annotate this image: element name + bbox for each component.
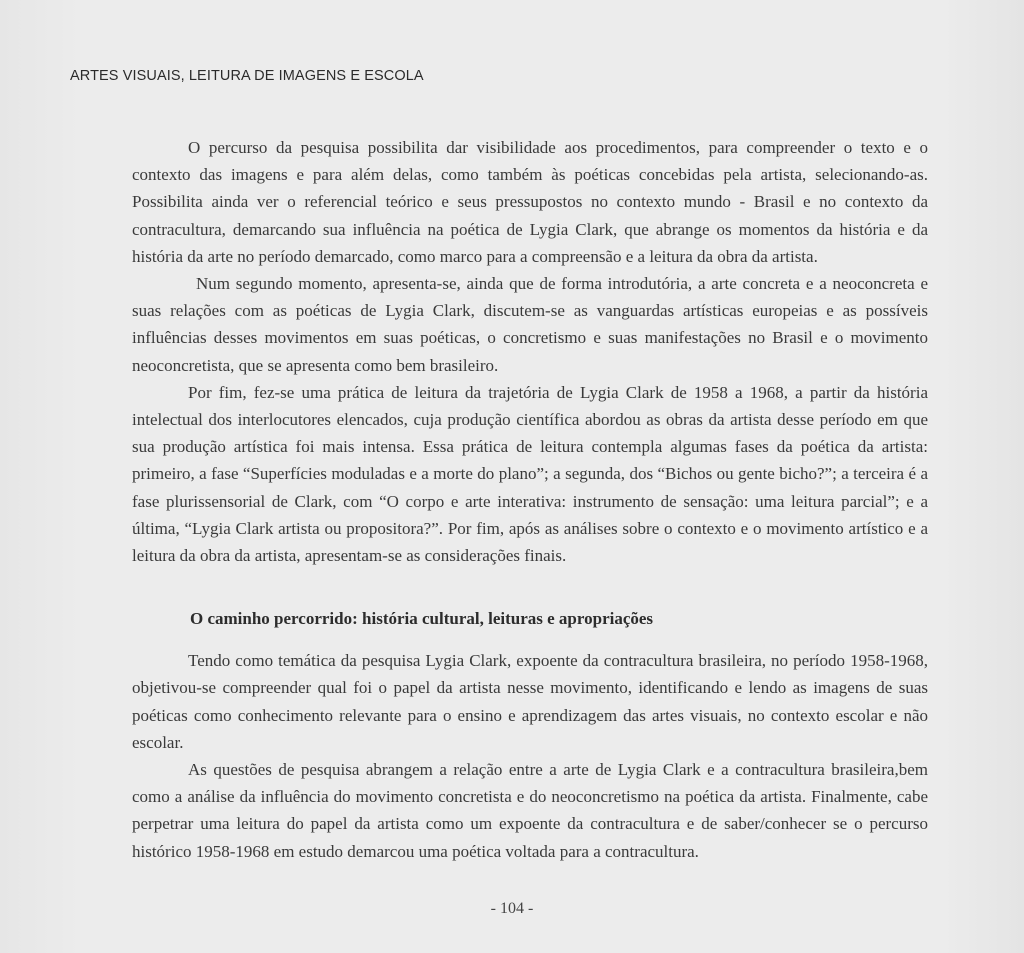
running-header: ARTES VISUAIS, LEITURA DE IMAGENS E ESCOLA bbox=[70, 68, 424, 84]
page-number: - 104 - bbox=[490, 900, 534, 917]
paragraph-reading-practice: Por fim, fez-se uma prática de leitura da trajetória de Lygia Clark de 1958 a 1968, a partir da história intelectual dos interlocutores elencados, cuja produção científica abordou as obras da artista desse período em que sua produção artística foi mais intensa. Essa prática de leitura contempla algumas fases da poética da artista: primeiro, a fase “Superfícies moduladas e a morte do plano”; a segunda, dos “Bichos ou gente bicho?”; a terceira é a fase plurissensorial de Clark, com “O corpo e arte interativa: instrumento de sensação: uma leitura parcial”; e a última, “Lygia Clark artista ou propositora?”. Por fim, após as análises sobre o contexto e o movimento artístico e a leitura da obra da artista, apresentam-se as considerações finais. bbox=[132, 382, 928, 566]
body-text bbox=[132, 134, 928, 865]
paragraph-research-path: O percurso da pesquisa possibilita dar visibilidade aos procedimentos, para compreender o texto e o contexto das imagens e para além delas, como também às poéticas concebidas pela artista, selecionando-as. Possibilita ainda ver o referencial teórico e seus pressupostos no contexto mundo - Brasil e no contexto da contracultura, demarcando sua influência na poética de Lygia Clark, que abrange os momentos da história e da história da arte no período demarcado, como marco para a compreensão e a leitura da obra da artista. bbox=[132, 138, 928, 266]
paragraph-research-questions: As questões de pesquisa abrangem a relação entre a arte de Lygia Clark e a contracultura brasileira,bem como a análise da influência do movimento concretista e do neoconcretismo na poética da artista. Finalmente, cabe perpetrar uma leitura do papel da artista como um expoente da contracultura e de saber/conhecer se o percurso histórico 1958-1968 em estudo demarcou uma poética voltada para a contracultura. bbox=[132, 760, 928, 861]
paragraph-second-moment: Num segundo momento, apresenta-se, ainda que de forma introdutória, a arte concreta e a neoconcreta e suas relações com as poéticas de Lygia Clark, discutem-se as vanguardas artísticas europeias e as possíveis influências desses movimentos em suas poéticas, o concretismo e suas manifestações no Brasil e o movimento neoconcretista, que se apresenta como bem brasileiro. bbox=[132, 274, 928, 375]
paragraph-research-theme: Tendo como temática da pesquisa Lygia Clark, expoente da contracultura brasileira, no período 1958-1968, objetivou-se compreender qual foi o papel da artista nesse movimento, identificando e lendo as imagens de suas poéticas como conhecimento relevante para o ensino e aprendizagem das artes visuais, no contexto escolar e não escolar. bbox=[132, 651, 928, 752]
section-heading: O caminho percorrido: história cultural, leituras e apropriações bbox=[190, 609, 654, 629]
